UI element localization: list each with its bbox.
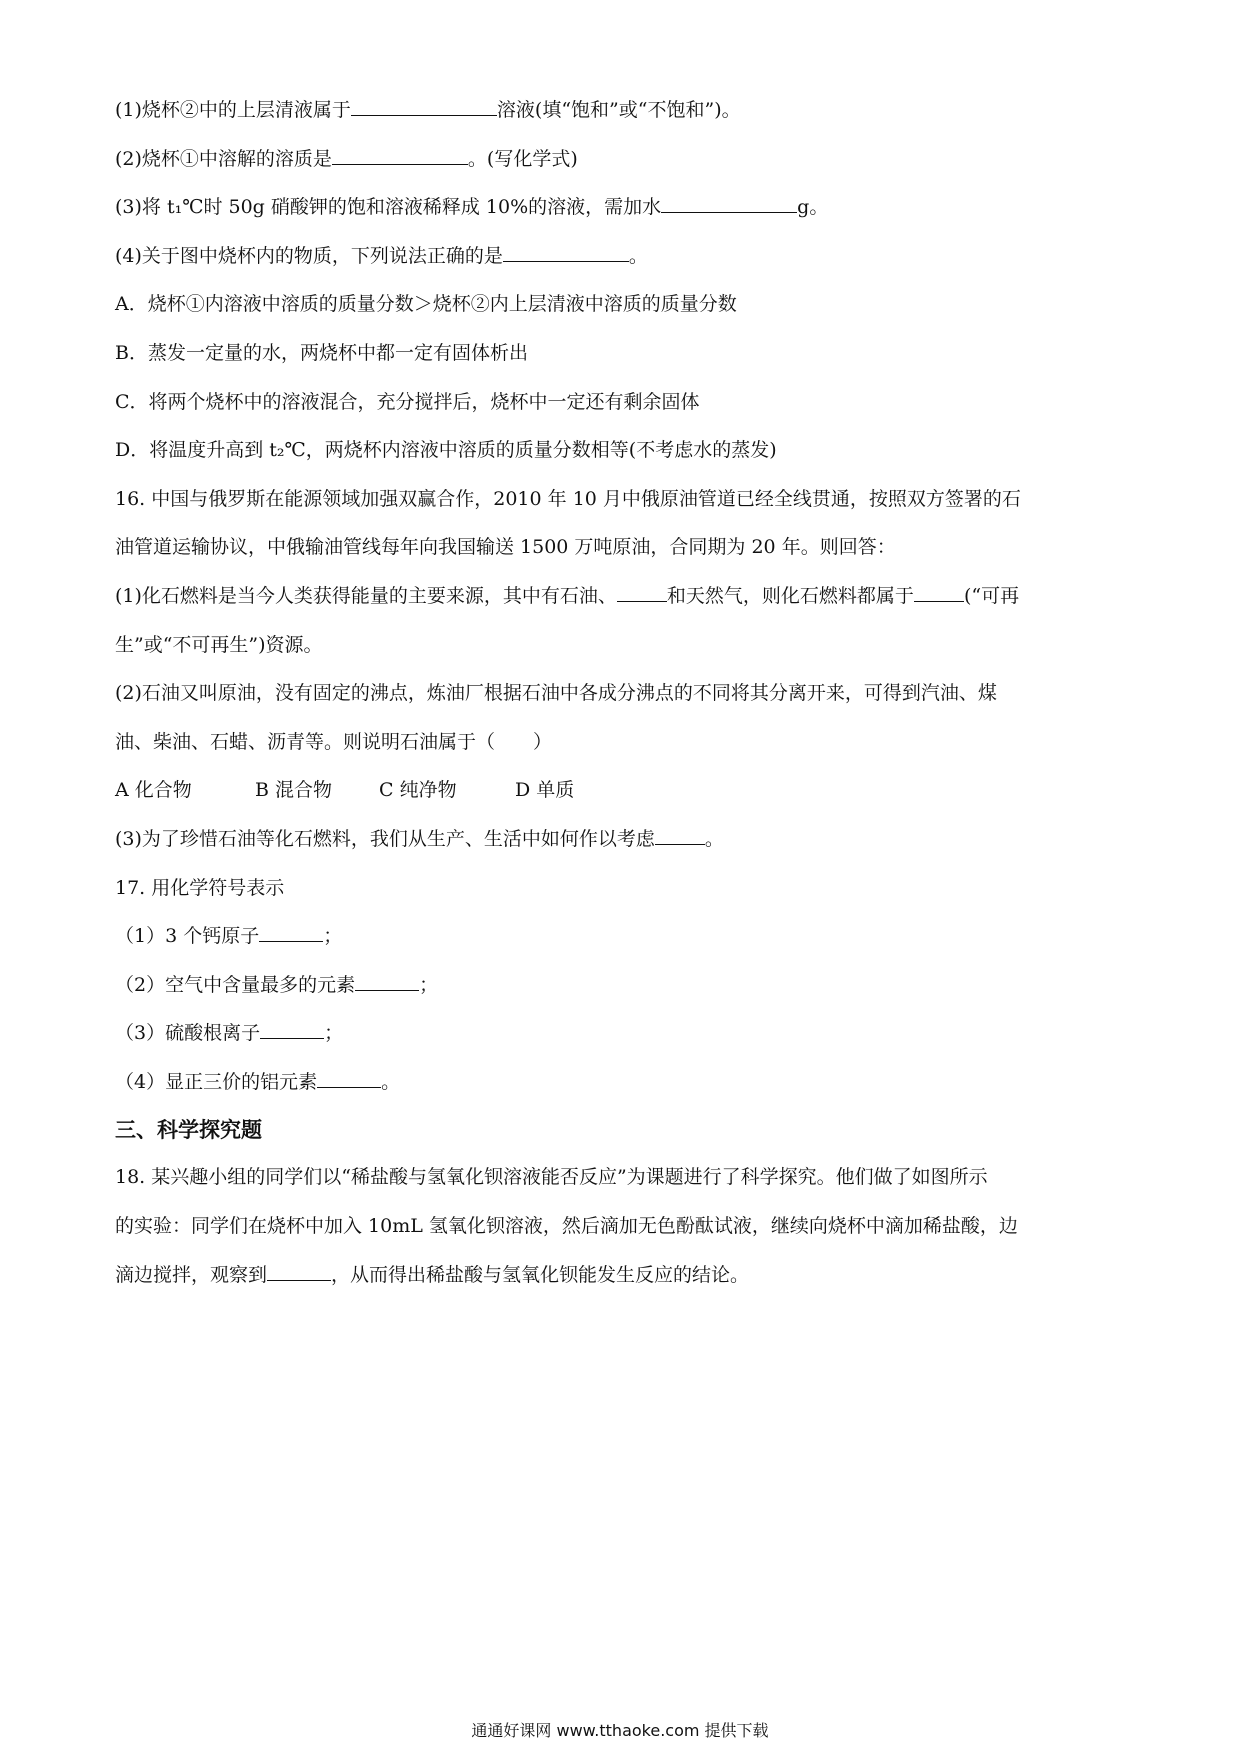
document-body [115, 97, 1125, 1310]
q17-item3 [115, 1020, 1125, 1046]
q16-part1-line2: 生”或“不可再生”)资源。 [115, 633, 323, 656]
q17-item2 [115, 972, 1125, 998]
section-heading: 三、科学探究题 [115, 1118, 262, 1143]
answer-blank[interactable] [503, 243, 629, 262]
q16-stem-line1: 16. 中国与俄罗斯在能源领域加强双赢合作，2010 年 10 月中俄原油管道已经全线贯通，按照双方签署的石 [115, 487, 1021, 510]
q16-choice-c: C 纯净物 [379, 779, 457, 802]
q16-choice-a: A 化合物 [115, 779, 192, 802]
answer-blank[interactable] [914, 583, 964, 602]
q15-part1-text-end: 溶液(填“饱和”或“不饱和”)。 [496, 99, 741, 121]
q17-item1 [115, 923, 1125, 949]
q18-line2: 的实验：同学们在烧杯中加入 10mL 氢氧化钡溶液，然后滴加无色酚酞试液，继续向烧杯中滴加稀盐酸，边 [115, 1215, 1018, 1238]
q15-part3-text: (3)将 t₁℃时 50g 硝酸钾的饱和溶液稀释成 10%的溶液，需加水 [115, 196, 662, 219]
answer-blank[interactable] [355, 972, 419, 991]
answer-blank[interactable] [617, 583, 667, 602]
q15-part2-text-end: 。(写化学式) [467, 147, 578, 170]
q17-item1-text-end: ； [323, 925, 343, 948]
q15-part1-text: (1)烧杯②中的上层清液属于 [115, 99, 351, 121]
q15-option-d: D．将温度升高到 t₂℃，两烧杯内溶液中溶质的质量分数相等(不考虑水的蒸发) [115, 439, 777, 462]
q15-part4-text: (4)关于图中烧杯内的物质，下列说法正确的是 [115, 244, 503, 267]
q18-line3 [115, 1262, 1125, 1288]
q15-option-a: A．烧杯①内溶液中溶质的质量分数＞烧杯②内上层清液中溶质的质量分数 [115, 293, 737, 316]
q15-part2-text: (2)烧杯①中溶解的溶质是 [115, 147, 332, 170]
q18-line3-text: 滴边搅拌，观察到 [115, 1263, 268, 1286]
answer-blank[interactable] [260, 1020, 324, 1039]
q16-choices [115, 777, 1125, 803]
q15-part4 [115, 243, 1125, 269]
q16-part2-line1: (2)石油又叫原油，没有固定的沸点，炼油厂根据石油中各成分沸点的不同将其分离开来，可得到汽油、煤 [115, 682, 997, 705]
q17-item3-text: （3）硫酸根离子 [115, 1022, 261, 1045]
q16-choice-d: D 单质 [515, 779, 575, 802]
q17-item4-text: （4）显正三价的铝元素 [115, 1070, 318, 1093]
answer-blank[interactable] [661, 194, 797, 213]
q15-part1 [115, 97, 1125, 123]
q16-part2-line2: 油、柴油、石蜡、沥青等。则说明石油属于（ ） [115, 730, 553, 753]
q16-part3-text-end: 。 [704, 827, 724, 850]
q16-part1-text-b: 和天然气，则化石燃料都属于 [666, 584, 914, 607]
q15-part3 [115, 194, 1125, 220]
answer-blank[interactable] [332, 146, 468, 165]
q16-part1-text-a: (1)化石燃料是当今人类获得能量的主要来源，其中有石油、 [115, 584, 617, 607]
q17-item3-text-end: ； [324, 1022, 344, 1045]
q15-option-c: C．将两个烧杯中的溶液混合，充分搅拌后，烧杯中一定还有剩余固体 [115, 390, 700, 413]
q16-choice-b: B 混合物 [255, 779, 333, 802]
q17-item4-text-end: 。 [381, 1070, 401, 1093]
q17-item2-text: （2）空气中含量最多的元素 [115, 973, 356, 996]
q16-part1-line1 [115, 583, 1125, 609]
q15-option-b: B．蒸发一定量的水，两烧杯中都一定有固体析出 [115, 341, 528, 364]
answer-blank[interactable] [267, 1262, 331, 1281]
answer-blank[interactable] [317, 1069, 381, 1088]
q17-stem: 17. 用化学符号表示 [115, 876, 285, 899]
q17-item1-text: （1）3 个钙原子 [115, 925, 260, 948]
answer-blank[interactable] [259, 923, 323, 942]
q16-part1-text-c: (“可再 [963, 584, 1020, 607]
q18-line1: 18. 某兴趣小组的同学们以“稀盐酸与氢氧化钡溶液能否反应”为课题进行了科学探究。他们做了如图所示 [115, 1166, 988, 1189]
q15-part4-text-end: 。 [628, 244, 648, 267]
q16-stem-line2: 油管道运输协议，中俄输油管线每年向我国输送 1500 万吨原油，合同期为 20 年。则回答： [115, 536, 896, 559]
answer-blank[interactable] [351, 97, 497, 116]
q18-line3-text-end: ，从而得出稀盐酸与氢氧化钡能发生反应的结论。 [331, 1263, 750, 1286]
q17-item4 [115, 1069, 1125, 1095]
q16-part3-text: (3)为了珍惜石油等化石燃料，我们从生产、生活中如何作以考虑 [115, 827, 655, 850]
q17-item2-text-end: ； [419, 973, 439, 996]
q16-part3 [115, 826, 1125, 852]
q15-part3-text-end: g。 [797, 196, 829, 219]
answer-blank[interactable] [655, 826, 705, 845]
q15-part2 [115, 146, 1125, 172]
page-footer: 通通好课网 www.tthaoke.com 提供下载 [471, 1721, 769, 1740]
